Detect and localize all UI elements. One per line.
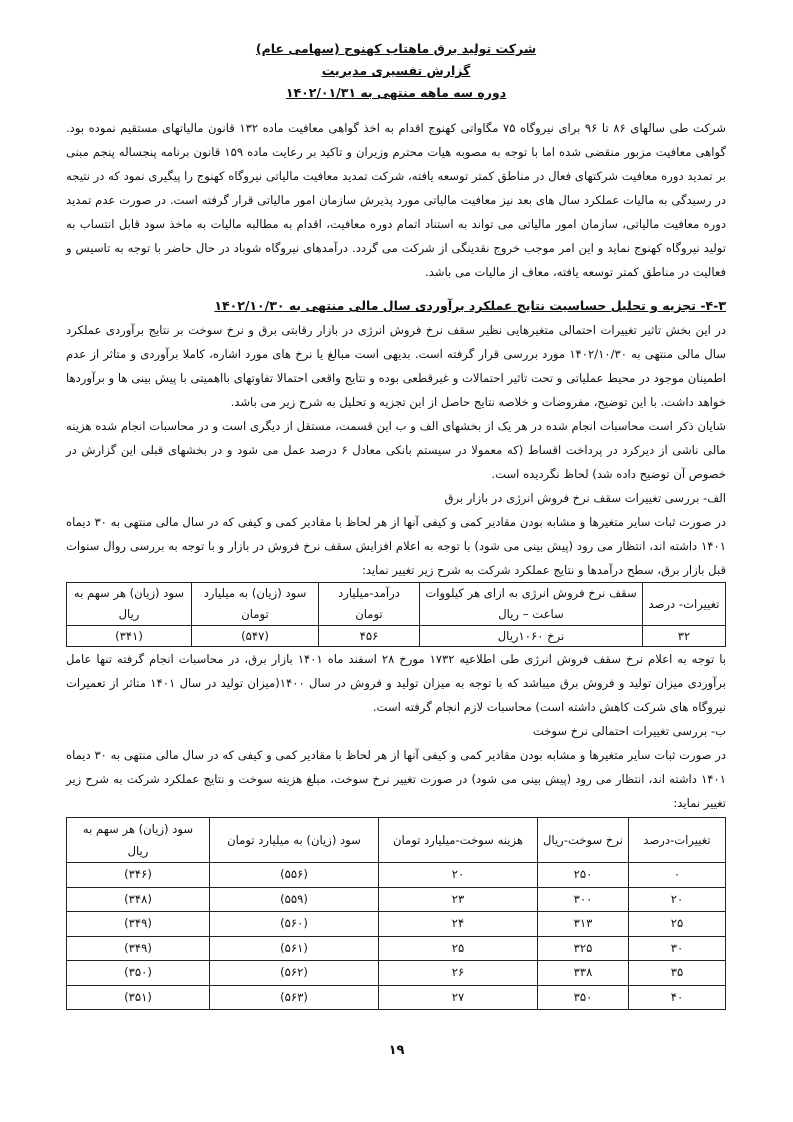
- table-cell: (۵۵۶): [210, 863, 379, 888]
- table-cell: (۳۵۰): [67, 961, 210, 986]
- table-cell: ۲۵: [379, 936, 538, 961]
- energy-price-sensitivity-table: [66, 582, 726, 647]
- table-header-cell: نرخ سوخت-ریال: [538, 818, 629, 863]
- document-page: [66, 38, 726, 1010]
- section-title: ۴-۳- تجزیه و تحلیل حساسیت نتایج عملکرد برآوردی سال مالی منتهی به ۱۴۰۲/۱۰/۳۰: [214, 298, 726, 313]
- table-cell: ۲۵: [629, 912, 726, 937]
- table-row: [67, 626, 726, 647]
- table-cell: ۲۳: [379, 887, 538, 912]
- table-cell: ۰: [629, 863, 726, 888]
- table-cell: ۲۶: [379, 961, 538, 986]
- table-header-row: [67, 583, 726, 626]
- section-heading: [66, 294, 726, 318]
- table-header-cell: تغییرات-درصد: [629, 818, 726, 863]
- table-header-cell: سود (زیان) هر سهم به ریال: [67, 818, 210, 863]
- table-header-cell: سود (زیان) هر سهم به ریال: [67, 583, 192, 626]
- table-cell: ۳۲: [643, 626, 726, 647]
- table-header-cell: هزینه سوخت-میلیارد تومان: [379, 818, 538, 863]
- table-cell: (۳۴۱): [67, 626, 192, 647]
- table-row: [67, 961, 726, 986]
- part-b-intro: در صورت ثبات سایر متغیرها و مشابه بودن مقادیر کمی و کیفی آنها از هر لحاظ با مقادیر کمی و کیفی که در سال مالی منتهی به ۳۰ دیماه ۱۴۰۱ داشته اند، انتظار می رود (پیش بینی می شود) در صورت تغییر نرخ سوخت، مبلغ هزینه سوخت و نتایج عملکرد شرکت به شرح زیر تغییر نماید:: [66, 748, 726, 810]
- fuel-price-sensitivity-table: [66, 817, 726, 1010]
- document-header: [66, 38, 726, 104]
- table-cell: ۲۰: [379, 863, 538, 888]
- table-cell: ۳۰۰: [538, 887, 629, 912]
- table-row: [67, 936, 726, 961]
- table-cell: ۳۰: [629, 936, 726, 961]
- part-b-title: ب- بررسی تغییرات احتمالی نرخ سوخت: [532, 724, 726, 738]
- report-period: دوره سه ماهه منتهی به ۱۴۰۲/۰۱/۳۱: [285, 85, 507, 100]
- table-cell: (۵۶۰): [210, 912, 379, 937]
- table-header-cell: درآمد-میلیارد تومان: [319, 583, 420, 626]
- sensitivity-intro-paragraph: در این بخش تاثیر تغییرات احتمالی متغیرهایی نظیر سقف نرخ فروش انرژی در بازار رقابتی برق و نرخ سوخت بر نتایج برآوردی عملکرد سال مالی منتهی به ۱۴۰۲/۱۰/۳۰ مورد بررسی قرار گرفته است. بدیهی است مبالغ یا نرخ های مورد اشاره، کاملا برآوردی و متاثر از عدم اطمینان موجود در محیط عملیاتی و تحت تاثیر احتمالات و غیرقطعی بوده و نتایج واقعی احتمالا تفاوتهای بااهمیتی با پیش بینی ها و برآوردها خواهد داشت. با این توضیح، مفروضات و خلاصه نتایج حاصل از این تجزیه و تحلیل به شرح زیر می باشد.: [66, 323, 727, 409]
- part-a-intro: در صورت ثبات سایر متغیرها و مشابه بودن مقادیر کمی و کیفی آنها از هر لحاظ با مقادیر کمی و کیفی که در سال مالی منتهی به ۳۰ دیماه ۱۴۰۱ داشته اند، انتظار می رود (پیش بینی می شود) با توجه به اعلام افزایش سقف نرخ فروش در بازار و با توجه به بررسی روال سنوات قبل بازار برق، سطح درآمدها و نتایج عملکرد شرکت به شرح زیر تغییر نماید:: [66, 515, 726, 577]
- tax-exemption-paragraph: شرکت طی سالهای ۸۶ تا ۹۶ برای نیروگاه ۷۵ مگاواتی کهنوج اقدام به اخذ گواهی معافیت ماده ۱۳۲ قانون مالیاتهای مستقیم نموده بود. گواهی معافیت مزبور منقضی شده اما با توجه به مصوبه هیات محترم وزیران و تاکید بر رعایت ماده ۱۵۹ قانون برنامه پنجساله پنجم مبنی بر تمدید دوره معافیت شرکتهای فعال در مناطق کمتر توسعه یافته، شرکت تمدید معافیت مالیاتی نیروگاه کهنوج را پیگیری نمود که در نتیجه در رسیدگی به مالیات عملکرد سال های بعد نیز معافیت مالیاتی مورد پذیرش سازمان امور مالیاتی قرار گرفته است. در صورت عدم تمدید دوره معافیت مالیاتی، سازمان امور مالیاتی می تواند به استناد اتمام دوره معافیت، اقدام به مطالبه مالیات به ماخذ سود قابل انتساب به تولید نیروگاه کهنوج نماید و این امر موجب خروج نقدینگی از شرکت می گردد. درآمدهای نیروگاه شوباد در حال حاضر با توجه به تاسیس و فعالیت در مناطق کمتر توسعه یافته، معاف از مالیات می باشد.: [66, 121, 726, 279]
- part-a-note: با توجه به اعلام نرخ سقف فروش انرژی طی اطلاعیه ۱۷۳۲ مورخ ۲۸ اسفند ماه ۱۴۰۱ بازار برق، در محاسبات انجام گرفته تنها عامل برآوردی میزان تولید و فروش برق میباشد که با توجه به میزان تولید و فروش در سال ۱۴۰۰(میزان تولید در سال ۱۴۰۱ متاثر از تعمیرات نیروگاه های شرکت کاهش داشته است) محاسبات لازم انجام گرفته است.: [66, 652, 727, 714]
- table-header-row: [67, 818, 726, 863]
- table-header-cell: تغییرات- درصد: [643, 583, 726, 626]
- table-cell: (۳۴۹): [67, 912, 210, 937]
- table-cell: (۳۴۸): [67, 887, 210, 912]
- table-cell: ۲۷: [379, 985, 538, 1010]
- table-cell: ۲۰: [629, 887, 726, 912]
- table-cell: ۳۱۳: [538, 912, 629, 937]
- table-cell: (۵۵۹): [210, 887, 379, 912]
- table-cell: ۳۲۵: [538, 936, 629, 961]
- table-row: [67, 863, 726, 888]
- table-cell: (۵۶۲): [210, 961, 379, 986]
- page-number: ۱۹: [388, 1043, 405, 1058]
- company-name: شرکت تولید برق ماهتاب کهنوج (سهامی عام): [255, 41, 537, 56]
- table-header-cell: سود (زیان) به میلیارد تومان: [192, 583, 319, 626]
- table-cell: (۵۶۳): [210, 985, 379, 1010]
- table-cell: ۲۴: [379, 912, 538, 937]
- table-cell: ۳۳۸: [538, 961, 629, 986]
- table-row: [67, 985, 726, 1010]
- table-cell: (۳۴۶): [67, 863, 210, 888]
- table-cell: ۴۵۶: [319, 626, 420, 647]
- table-cell: (۵۶۱): [210, 936, 379, 961]
- table-row: [67, 887, 726, 912]
- report-title: گزارش تفسیری مدیریت: [321, 63, 471, 78]
- part-a-title: الف- بررسی تغییرات سقف نرخ فروش انرژی در بازار برق: [444, 491, 726, 505]
- table-row: [67, 912, 726, 937]
- table-cell: ۳۵: [629, 961, 726, 986]
- table-cell: (۳۴۹): [67, 936, 210, 961]
- table-header-cell: سقف نرخ فروش انرژی به ازای هر کیلووات ساعت – ریال: [420, 583, 643, 626]
- table-cell: (۵۴۷): [192, 626, 319, 647]
- table-cell: ۴۰: [629, 985, 726, 1010]
- calculation-note-paragraph: شایان ذکر است محاسبات انجام شده در هر یک از بخشهای الف و ب این قسمت، مستقل از دیگری است و در محاسبات انجام شده هزینه مالی ناشی از دیرکرد در پرداخت اقساط (که معمولا در سیستم بانکی معادل ۶ درصد عمل می شود و در بخشهای قبلی این گزارش در خصوص آن توضیح داده شد) لحاظ نگردیده است.: [66, 419, 726, 481]
- table-cell: ۳۵۰: [538, 985, 629, 1010]
- table-cell: ۲۵۰: [538, 863, 629, 888]
- table-header-cell: سود (زیان) به میلیارد تومان: [210, 818, 379, 863]
- table-cell: (۳۵۱): [67, 985, 210, 1010]
- table-cell: نرخ ۱۰۶۰ریال: [420, 626, 643, 647]
